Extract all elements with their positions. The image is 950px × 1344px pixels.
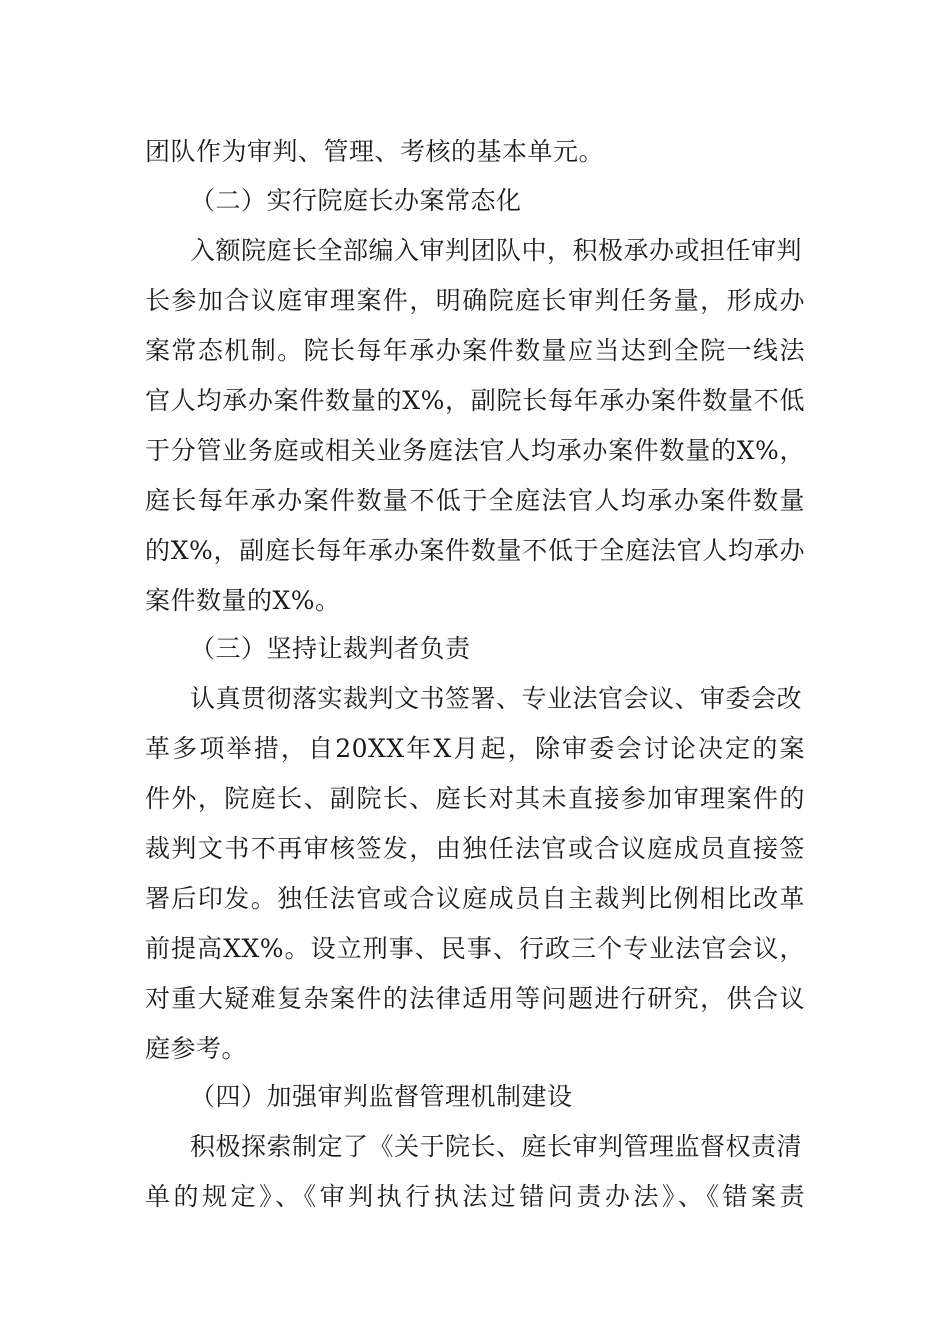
paragraph-line: 庭长每年承办案件数量不低于全庭法官人均承办案件数量 [145,486,805,515]
paragraph-line: 积极探索制定了《关于院长、庭长审判管理监督权责清 [190,1132,803,1161]
section-heading-4: （四）加强审判监督管理机制建设 [190,1082,573,1111]
paragraph-line: 前提高XX%。设立刑事、民事、行政三个专业法官会议， [145,934,805,963]
section-heading-3: （三）坚持让裁判者负责 [190,634,471,663]
paragraph-line: 于分管业务庭或相关业务庭法官人均承办案件数量的X%， [145,436,805,465]
paragraph-line: 裁判文书不再审核签发，由独任法官或合议庭成员直接签 [145,834,805,863]
paragraph-line: 单的规定》、《审判执行执法过错问责办法》、《错案责 [145,1182,805,1211]
paragraph-line: 革多项举措，自20XX年X月起，除审委会讨论决定的案 [145,734,805,763]
paragraph-line: 署后印发。独任法官或合议庭成员自主裁判比例相比改革 [145,884,805,913]
paragraph-line: 长参加合议庭审理案件，明确院庭长审判任务量，形成办 [145,286,805,315]
paragraph-line: 的X%，副庭长每年承办案件数量不低于全庭法官人均承办 [145,536,805,565]
paragraph-line: 认真贯彻落实裁判文书签署、专业法官会议、审委会改 [190,684,803,713]
paragraph-line: 案件数量的X%。 [145,586,341,615]
paragraph-line: 案常态机制。院长每年承办案件数量应当达到全院一线法 [145,336,805,365]
paragraph-line: 对重大疑难复杂案件的法律适用等问题进行研究，供合议 [145,984,805,1013]
section-heading-2: （二）实行院庭长办案常态化 [190,186,522,215]
paragraph-line: 团队作为审判、管理、考核的基本单元。 [145,137,605,166]
paragraph-line: 入额院庭长全部编入审判团队中，积极承办或担任审判 [190,236,803,265]
paragraph-line: 件外，院庭长、副院长、庭长对其未直接参加审理案件的 [145,784,805,813]
paragraph-line: 官人均承办案件数量的X%，副院长每年承办案件数量不低 [145,386,805,415]
paragraph-line: 庭参考。 [145,1034,248,1063]
